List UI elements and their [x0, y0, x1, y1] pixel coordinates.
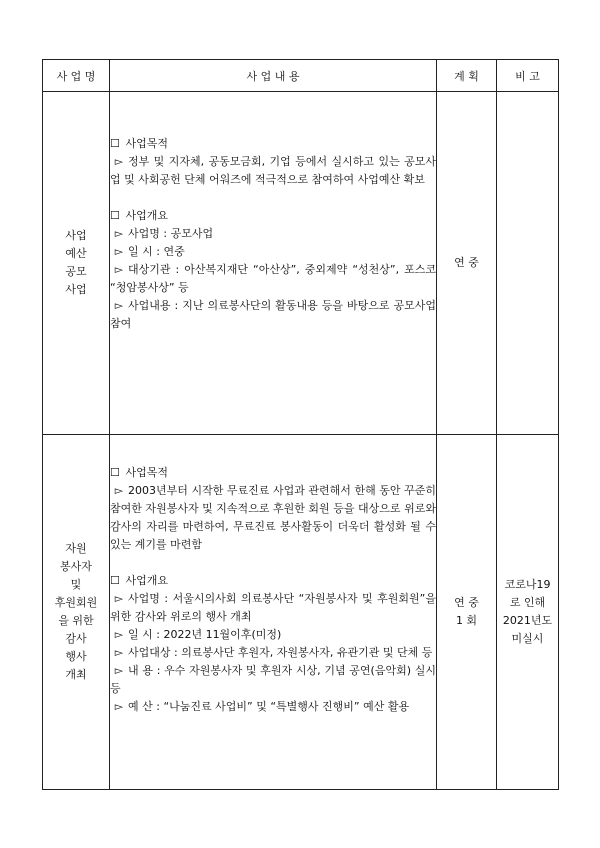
section-title-text: 사업목적	[125, 466, 169, 479]
business-name-line: 자원	[65, 542, 87, 555]
checkbox-icon: ☐	[110, 466, 120, 479]
business-name-line: 봉사자	[60, 560, 92, 573]
business-name-line: 감사	[65, 632, 87, 645]
cell-line: 연 중	[454, 596, 479, 609]
business-content-cell	[110, 92, 437, 435]
triangle-bullet-icon: ▻	[114, 700, 124, 713]
cell-line: 로 인해	[509, 596, 546, 609]
business-name-cell	[43, 92, 110, 435]
list-item-text: 사업명 : 서울시의사회 의료봉사단 “자원봉사자 및 후원회원”을 위한 감사와 위로의 행사 개최	[110, 592, 436, 623]
header-business-name: 사 업 명	[43, 60, 110, 92]
triangle-bullet-icon: ▻	[114, 227, 124, 240]
cell-line: 연 중	[454, 256, 479, 269]
business-name-cell	[43, 435, 110, 790]
checkbox-icon: ☐	[110, 137, 120, 150]
list-item	[110, 153, 436, 189]
list-item-text: 일 시 : 연중	[128, 245, 185, 258]
triangle-bullet-icon: ▻	[114, 299, 124, 312]
section-title	[110, 135, 436, 153]
list-item-text: 정부 및 지자체, 공동모금회, 기업 등에서 실시하고 있는 공모사업 및 사회공헌 단체 어워즈에 적극적으로 참여하여 사업예산 확보	[110, 155, 436, 186]
business-name-line: 예산	[65, 247, 87, 260]
table-row	[43, 435, 559, 790]
section-title-text: 사업목적	[125, 137, 169, 150]
list-item	[110, 698, 436, 716]
business-name-line: 사업	[65, 283, 87, 296]
checkbox-icon: ☐	[110, 574, 120, 587]
triangle-bullet-icon: ▻	[114, 155, 124, 168]
business-name-line: 개최	[65, 668, 87, 681]
cell-line: 2021년도	[502, 614, 553, 627]
list-item	[110, 243, 436, 261]
cell-line: 코로나19	[504, 578, 551, 591]
triangle-bullet-icon: ▻	[114, 484, 124, 497]
section-gap	[110, 189, 436, 207]
business-plan-table	[42, 59, 559, 790]
header-business-content: 사 업 내 용	[110, 60, 437, 92]
triangle-bullet-icon: ▻	[114, 628, 124, 641]
plan-cell	[437, 435, 497, 790]
list-item-text: 사업명 : 공모사업	[128, 227, 214, 240]
list-item-text: 예 산 : “나눔진료 사업비” 및 “특별행사 진행비” 예산 활용	[128, 700, 410, 713]
section-gap	[110, 554, 436, 572]
list-item	[110, 644, 436, 662]
header-plan: 계 획	[437, 60, 497, 92]
checkbox-icon: ☐	[110, 209, 120, 222]
list-item	[110, 297, 436, 333]
triangle-bullet-icon: ▻	[114, 664, 124, 677]
header-row	[43, 60, 559, 92]
business-name-line: 을 위한	[58, 614, 94, 627]
table-row	[43, 92, 559, 435]
list-item-text: 일 시 : 2022년 11월이후(미정)	[128, 628, 282, 641]
content-block	[110, 92, 436, 333]
list-item-text: 대상기관 : 아산복지재단 “아산상”, 중외제약 “성천상”, 포스코 “청암봉사상” 등	[110, 263, 436, 294]
business-content-cell	[110, 435, 437, 790]
content-block	[110, 435, 436, 716]
note-cell	[497, 435, 559, 790]
section-title-text: 사업개요	[125, 209, 169, 222]
list-item	[110, 662, 436, 698]
section-title	[110, 464, 436, 482]
business-name-line: 및	[70, 578, 82, 591]
business-name-line: 후원회원	[54, 596, 98, 609]
list-item	[110, 261, 436, 297]
list-item	[110, 225, 436, 243]
header-note: 비 고	[497, 60, 559, 92]
list-item-text: 사업대상 : 의료봉사단 후원자, 자원봉사자, 유관기관 및 단체 등	[128, 646, 433, 659]
business-name-line: 사업	[65, 229, 87, 242]
triangle-bullet-icon: ▻	[114, 592, 124, 605]
list-item	[110, 590, 436, 626]
list-item-text: 사업내용 : 지난 의료봉사단의 활동내용 등을 바탕으로 공모사업 참여	[110, 299, 436, 330]
section-title	[110, 572, 436, 590]
note-cell	[497, 92, 559, 435]
section-title	[110, 207, 436, 225]
business-name-line: 공모	[65, 265, 87, 278]
list-item-text: 2003년부터 시작한 무료진료 사업과 관련해서 한해 동안 꾸준히 참여한 자원봉사자 및 지속적으로 후원한 회원 등을 대상으로 위로와 감사의 자리를 마련하여, 무료진료 봉사활동이 더욱더 활성화 될 수 있는 계기를 마련함	[110, 484, 436, 551]
section-title-text: 사업개요	[125, 574, 169, 587]
list-item-text: 내 용 : 우수 자원봉사자 및 후원자 시상, 기념 공연(음악회) 실시 등	[110, 664, 436, 695]
list-item	[110, 626, 436, 644]
cell-line: 미실시	[511, 632, 544, 645]
triangle-bullet-icon: ▻	[114, 245, 124, 258]
triangle-bullet-icon: ▻	[114, 646, 124, 659]
list-item	[110, 482, 436, 554]
cell-line: 1 회	[455, 614, 478, 627]
plan-cell	[437, 92, 497, 435]
business-name-line: 행사	[65, 650, 87, 663]
triangle-bullet-icon: ▻	[114, 263, 124, 276]
